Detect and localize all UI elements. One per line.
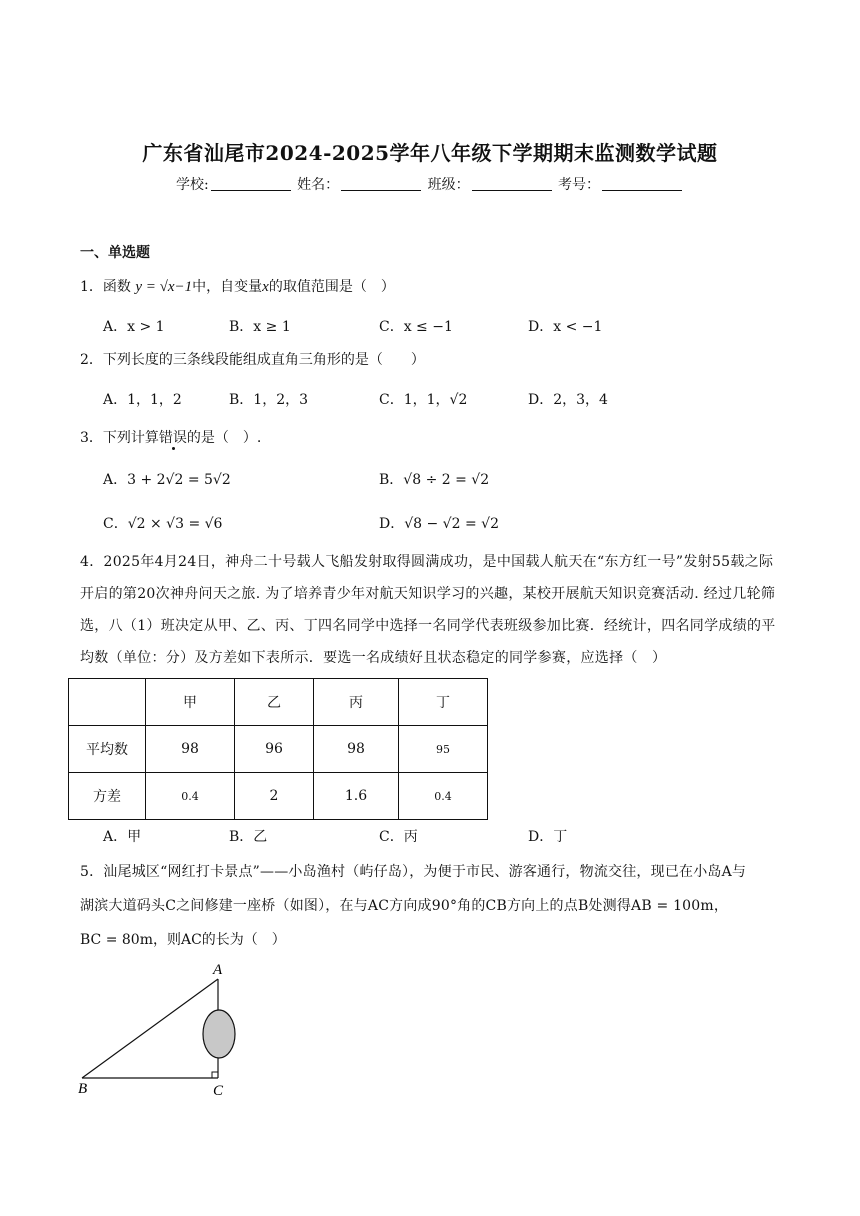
table-cell: 98 [314,726,399,773]
q1-option-d[interactable]: D．x < −1 [528,319,603,335]
question-number: 1． [80,279,103,295]
island-shape [203,1010,235,1058]
q1-option-c[interactable]: C．x ≤ −1 [379,319,453,335]
math-expression: y = √x−1 [135,279,193,295]
question-4: 4．2025年4月24日，神舟二十号载人飞船发射取得圆满成功，是中国载人航天在“东方红一号”发射55载之际开启的第20次神舟问天之旅. 为了培养青少年对航天知识学习的兴趣，某校开展航天知识竞赛活动. 经过几轮筛选，八（1）班决定从甲、乙、丙、丁四名同学中选择一名同学代表班级参加比赛．经统计，四名同学成绩的平均数（单位：分）及方差如下表所示．要选一名成绩好且状态稳定的同学参赛，应选择（ ） [80,554,776,666]
q3-option-a[interactable]: A．3 + 2√2 = 5√2 [103,472,231,488]
right-angle-mark [212,1072,218,1078]
page-title: 广东省汕尾市2024-2025学年八年级下学期期末监测数学试题 [142,141,718,165]
table-cell: 98 [146,726,235,773]
question-text: 中，自变量 [192,279,263,295]
variance-table [68,678,488,820]
q2-option-d[interactable]: D．2，3，4 [528,392,608,408]
section-heading: 一、单选题 [80,245,150,261]
segment-ab [82,979,218,1078]
triangle-figure [70,955,260,1105]
question-5-line-1: 5．汕尾城区“网红打卡景点”——小岛渔村（屿仔岛），为便于市民、游客通行，物流交往，现已在小岛A与 [80,864,747,880]
name-blank[interactable] [341,176,421,191]
math-variable: x [262,279,269,295]
question-text: 的取值范围是（ ） [268,279,395,295]
row-label: 方差 [69,773,146,820]
table-cell: 2 [235,773,314,820]
table-cell: 0.4 [399,773,488,820]
table-cell: 0.4 [146,773,235,820]
table-header: 乙 [235,679,314,726]
table-row [69,726,488,773]
row-label: 平均数 [69,726,146,773]
school-blank[interactable] [211,176,291,191]
q4-option-b[interactable]: B．乙 [229,829,268,845]
table-row [69,773,488,820]
exam-no-label: 考号： [558,177,601,193]
class-blank[interactable] [472,176,552,191]
school-label: 学校: [175,177,209,193]
class-label: 班级： [427,177,470,193]
table-header: 甲 [146,679,235,726]
table-header: 丙 [314,679,399,726]
question-2: 2．下列长度的三条线段能组成直角三角形的是（ ） [80,352,425,368]
q4-option-c[interactable]: C．丙 [379,829,418,845]
table-header: 丁 [399,679,488,726]
q1-option-a[interactable]: A．x > 1 [103,319,165,335]
q2-option-c[interactable]: C．1，1，√2 [379,392,468,408]
table-header-row [69,679,488,726]
q1-option-b[interactable]: B．x ≥ 1 [229,319,291,335]
student-info-line [0,174,860,194]
table-cell [69,679,146,726]
q2-option-b[interactable]: B．1，2，3 [229,392,309,408]
emphasis-text: 错误 [158,430,187,446]
label-a: A [213,962,223,978]
q3-option-d[interactable]: D．√8 − √2 = √2 [379,516,499,532]
question-text: 3．下列计算 [80,430,159,446]
label-b: B [78,1081,88,1097]
q3-option-c[interactable]: C．√2 × √3 = √6 [103,516,223,532]
label-c: C [213,1083,224,1099]
question-5-line-3: BC = 80m，则AC的长为（ ） [80,932,286,948]
table-cell: 1.6 [314,773,399,820]
question-text: 的是（ ）. [186,430,262,446]
q2-option-a[interactable]: A．1，1，2 [103,392,182,408]
q4-option-d[interactable]: D．丁 [528,829,568,845]
question-1 [80,276,395,296]
exam-no-blank[interactable] [602,176,682,191]
q3-option-b[interactable]: B．√8 ÷ 2 = √2 [379,472,490,488]
question-3 [80,427,261,447]
name-label: 姓名： [297,177,340,193]
table-cell: 96 [235,726,314,773]
table-cell: 95 [399,726,488,773]
q4-option-a[interactable]: A．甲 [103,829,142,845]
question-5-line-2: 湖滨大道码头C之间修建一座桥（如图），在与AC方向成90°角的CB方向上的点B处测得AB = 100m， [80,898,729,914]
question-text: 函数 [102,279,131,295]
